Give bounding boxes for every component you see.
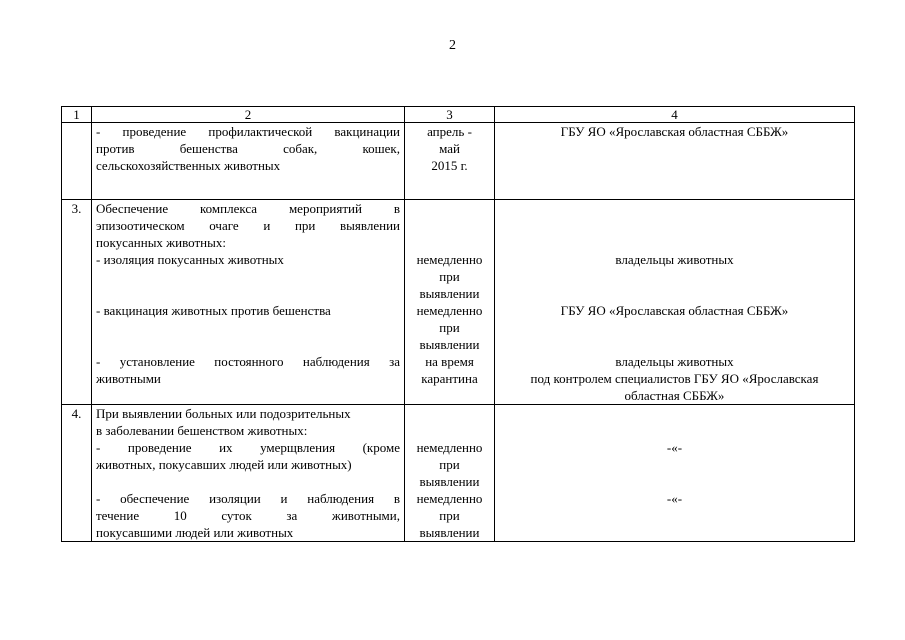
responsible-cell	[495, 123, 855, 200]
responsible-line: владельцы животных	[615, 252, 734, 267]
intro-line: в заболевании бешенством животных:	[96, 423, 308, 438]
term-line: при	[439, 320, 460, 335]
responsible-cell	[495, 200, 855, 405]
responsible-line: -«-	[666, 440, 683, 455]
term-cell	[405, 200, 495, 405]
activity-line: - изоляция покусанных животных	[96, 252, 284, 267]
term-line: выявлении	[419, 525, 480, 540]
responsible-line: -«-	[666, 491, 683, 506]
activity-line: животных, покусавших людей или животных)	[96, 457, 352, 472]
measures-table	[61, 106, 855, 542]
header-col-4: 4	[495, 107, 855, 123]
activity-line: сельскохозяйственных животных	[96, 158, 281, 173]
activity-line: покусавшими людей или животных	[96, 525, 294, 540]
responsible-line: ГБУ ЯО «Ярославская областная СББЖ»	[560, 303, 789, 318]
term-line: немедленно	[416, 440, 483, 455]
term-line: при	[439, 269, 460, 284]
responsible-line: ГБУ ЯО «Ярославская областная СББЖ»	[560, 124, 789, 139]
activity-line: - вакцинация животных против бешенства	[96, 303, 331, 318]
term-line: при	[439, 457, 460, 472]
intro-line: Обеспечение комплекса мероприятий в	[96, 201, 400, 216]
activity-line: животными	[96, 371, 161, 386]
term-line: немедленно	[416, 303, 483, 318]
header-col-1: 1	[62, 107, 92, 123]
table-row	[62, 405, 855, 542]
table-row	[62, 123, 855, 200]
term-line: немедленно	[416, 252, 483, 267]
term-line: май	[439, 141, 460, 156]
responsible-cell	[495, 405, 855, 542]
term-line: выявлении	[419, 337, 480, 352]
intro-line: покусанных животных:	[96, 235, 226, 250]
header-col-3: 3	[405, 107, 495, 123]
activity-line: против бешенства собак, кошек,	[96, 141, 400, 156]
activity-line: - установление постоянного наблюдения за	[96, 354, 400, 369]
intro-line: эпизоотическом очаге и при выявлении	[96, 218, 400, 233]
term-line: при	[439, 508, 460, 523]
term-cell	[405, 405, 495, 542]
intro-line: При выявлении больных или подозрительных	[96, 406, 351, 421]
row-number: 4.	[62, 405, 92, 542]
header-col-2: 2	[92, 107, 405, 123]
term-line: выявлении	[419, 286, 480, 301]
term-line: на время	[425, 354, 474, 369]
activity-line: - проведение профилактической вакцинации	[96, 124, 400, 139]
responsible-line: под контролем специалистов ГБУ ЯО «Ярославская	[530, 371, 819, 386]
page-number: 2	[449, 38, 456, 53]
activity-line: - обеспечение изоляции и наблюдения в	[96, 491, 400, 506]
activity-cell	[92, 405, 405, 542]
term-cell	[405, 123, 495, 200]
table-header-row	[62, 107, 855, 123]
activity-cell	[92, 123, 405, 200]
row-number: 3.	[62, 200, 92, 405]
term-line: карантина	[421, 371, 478, 386]
term-line: немедленно	[416, 491, 483, 506]
responsible-line: областная СББЖ»	[624, 388, 725, 403]
activity-line: течение 10 суток за животными,	[96, 508, 400, 523]
activity-line: - проведение их умерщвления (кроме	[96, 440, 400, 455]
activity-cell	[92, 200, 405, 405]
table-row	[62, 200, 855, 405]
row-number	[62, 123, 92, 200]
responsible-line: владельцы животных	[615, 354, 734, 369]
term-line: выявлении	[419, 474, 480, 489]
term-line: апрель -	[427, 124, 472, 139]
term-line: 2015 г.	[431, 158, 468, 173]
